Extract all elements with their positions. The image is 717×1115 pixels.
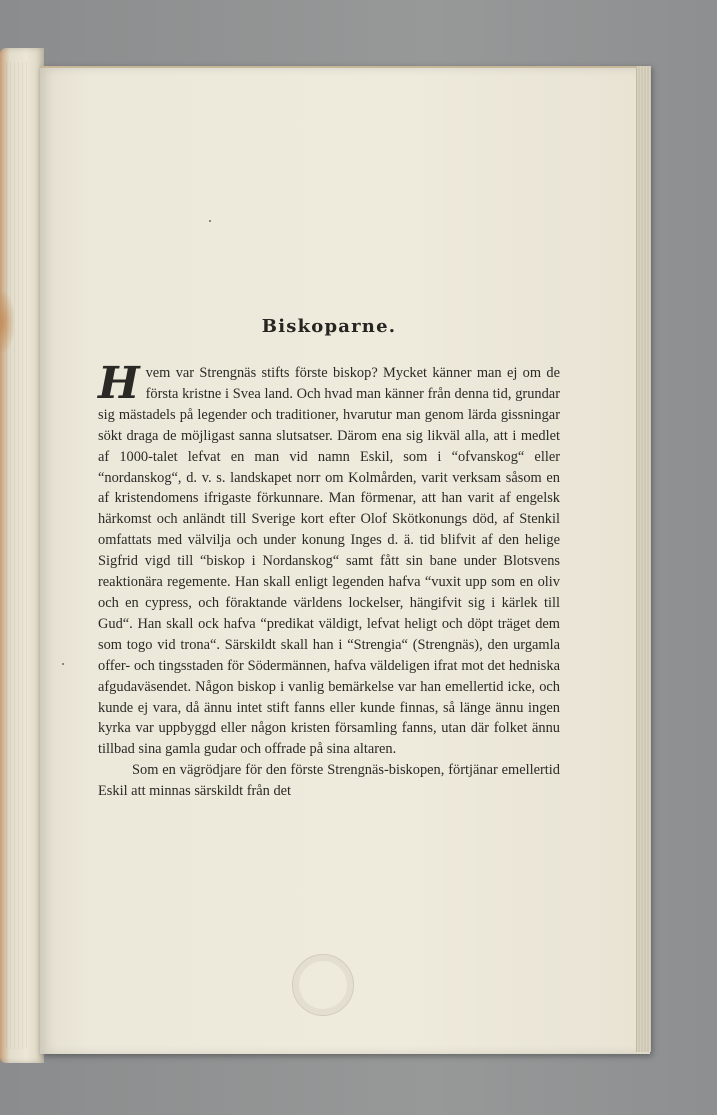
library-stamp — [292, 954, 354, 1016]
drop-cap: H — [98, 358, 140, 409]
paragraph-1 — [98, 358, 560, 760]
chapter-title: Biskoparne. — [261, 316, 397, 337]
paragraph-1-text: vem var Strengnäs stifts förste biskop? Mycket känner man ej om de första kristne i Svea land. Och hvad man känner från denna tid, grundar sig mästadels på legender och traditioner, hvarutur man genom lärda gissningar sökt draga de möjligast sanna slutsatser. Därom ena sig likväl alla, att i medlet af 1000-talet lefvat en man vid namn Eskil, som i “ofvanskog“ eller “nordanskog“, d. v. s. landskapet norr om Kolmården, varit verksam såsom en af kristendomens ifrigaste förkunnare. Man förmenar, att han varit af engelsk härkomst och anländt till Sverige kort efter Olof Skötkonungs död, af Stenkil omfattats med välvilja och under konung Inges d. ä. tid blifvit af den helige Sigfrid vigd till “biskop i Nordanskog“ samt fått sin bane under Blotsvens reaktionära regemente. Han skall enligt legenden hafva “vuxit upp som en oliv och en cypress, och föraktande världens lockelser, hängifvit sig i kärlek till Gud“. Han skall ock hafva “predikat väldigt, lefvat heligt och döpt träget dem som togo vid trona“. Särskildt skall han i “Strengia“ (Strengnäs), den urgamla offer- och tingsstaden för Södermännen, hafva väldeligen ifrat mot det hedniska afgudaväsendet. Någon biskop i vanlig bemärkelse var han emellertid icke, och kunde ej vara, då ännu intet stift fanns eller kunde finnas, så länge ännu ingen kyrka var uppbyggd eller någon kristen församling fanns, utan där folket ännu tillbad sina gamla gudar och offrade på sina altaren. — [98, 365, 560, 758]
page-stain — [0, 292, 14, 352]
left-page-stack — [0, 48, 44, 1063]
paper-speck — [209, 220, 211, 222]
paragraph-2: Som en vägrödjare för den förste Strengnäs-biskopen, förtjänar emellertid Eskil att minnas särskildt från det — [98, 762, 560, 800]
page-edge — [636, 66, 651, 1052]
page-content — [98, 316, 560, 802]
paper-speck — [62, 663, 64, 665]
